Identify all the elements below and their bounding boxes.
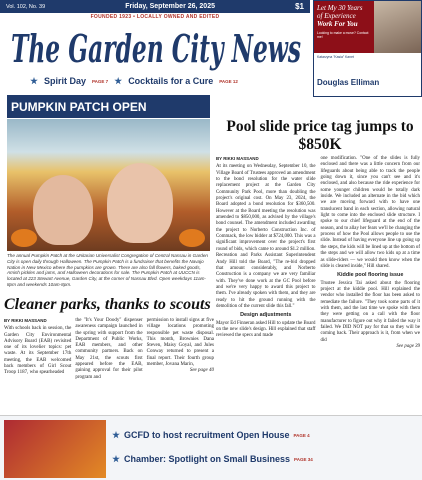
teaser-page: PAGE 34 (294, 456, 313, 462)
photo-feature-title: PUMPKIN PATCH OPEN (7, 95, 210, 118)
article-column (147, 318, 214, 381)
bottom-teasers (0, 415, 422, 480)
teaser-chamber[interactable] (112, 454, 313, 464)
teaser-page: PAGE 4 (293, 432, 310, 438)
fire-department-photo (4, 420, 106, 478)
pumpkin-patch-photo (7, 119, 210, 251)
promo-cocktails[interactable]: Cocktails for a Cure (128, 76, 214, 86)
masthead-title: The Garden City News (11, 26, 301, 71)
article-text: the "It's Your Doody" dispenser awareness campaign launched in the spring with support from the Department of Public Works, EAB members, and other community partners. Back on May 21st, the scouts first appeared before the EAB, gaining approval for their pilot program and (75, 318, 143, 380)
child-figure (33, 175, 93, 245)
pool-headline[interactable]: Pool slide price tag jumps to $850K (226, 118, 414, 153)
ad-headline-panel (314, 1, 374, 53)
continued-link[interactable]: See page 40 (189, 368, 214, 374)
promo-row (30, 74, 310, 88)
douglas-elliman-logo: Douglas Elliman (317, 78, 380, 87)
teaser-label: Chamber: Spotlight on Small Business (124, 454, 291, 464)
article-text: At its meeting on Wednesday, September 10, the Village Board of Trustees approved an amendment to the bond resolution for the water slide replacement project at the Garden City Community Park Pool, more than doubling the project's original cost. On May 23, 2024, the Board adopted a bond resolution for $360,500. However at the Board meeting the resolution was amended to $850,000, as advised by the village's bond counsel. The amendment included awarding the project to Norberto Construction Inc. of Commack, the low bidder at $724,000. This was a significant improvement over the project's first round of bids, which came to around $1.2 million. Recreation and Parks Assistant Superintendent Andy Hill told the Board, "The re-bid dropped that amount considerably, and Norberto Construction is a company we are very familiar with. They've done work at the GC Pool before and we're very happy to award this project to them. I've already spoken with them, and they are ready to hit the ground running with the demolition of the current slide this fall." (216, 164, 316, 309)
continued-link[interactable]: See page 39 (396, 343, 420, 349)
subhead: Design adjustments (240, 312, 292, 319)
byline: BY RIKKI MASSAND (216, 156, 259, 161)
article-text: Trustee Jessica Tai asked about the flooring project at the kiddie pool. Hill explained the vendor who installed the floor has been asked to remediate the failure. "They took some parts of it with them, and the last time we spoke with them they were getting on a call with the floor manufacturer to figure out why it failed the way it failed. We DID NOT pay for that so they will be coming back. Their approach is it, from when we did (320, 280, 420, 343)
ad-agent-name: Katarzyna "Kasia" Kanet (317, 55, 354, 59)
article-column (4, 318, 71, 381)
article-text: Mayor Ed Finneran asked Hill to update the Board on the new slide's design. Hill explained that staff reviewed the specs and made (216, 320, 316, 339)
founded-line: FOUNDED 1923 • LOCALLY OWNED AND EDITED (90, 14, 220, 20)
star-icon (114, 77, 122, 85)
article-text: With schools back in session, the Garden City Environmental Advisory Board (EAB) revisited one of its lovelier topics: pet waste. At its September 17th meeting, the EAB welcomed back members of Girl Scout Troop 1187, who spearheaded (4, 326, 72, 376)
star-icon (112, 431, 120, 439)
star-icon (112, 455, 120, 463)
article-text: one modification. "One of the slides is fully enclosed and there was a little concern from our lifeguards about being able to track the people going down it, since you can't see and it's enclosed, and also because the ride experience for some younger children would be totally dark inside. We included an alternate in the bid which we are moving forward with to have one translucent band in each section, allowing natural light to come into the enclosed slide structure. I spoke to our chief lifeguard at the end of the season, and to allay her fears we'll be changing the process of how the Pool allows people to use the slide. Instead of having everyone line up going up the steps, the kids will be lined up at the bottom of the steps and we will allow two kids up at a time as slide-riders — we would then know when the slide is cleared inside," Hill shared. (320, 156, 420, 269)
realtor-ad[interactable] (313, 0, 422, 97)
article-text: permission to install signs at five village locations promoting responsible pet waste disposal. This month, Brownies Dana Steven, Maisy Goyal, and Jules Conway returned to present a final report. Their fourth group member, Jovana Marin, (146, 318, 214, 368)
pool-article-body (216, 156, 420, 350)
subhead: Kiddie pool flooring issue (337, 272, 404, 279)
article-column (75, 318, 142, 381)
byline: BY RIKKI MASSAND (4, 318, 47, 323)
ad-headline-2: of Experience (317, 12, 356, 20)
article-column (216, 156, 316, 350)
teaser-label: GCFD to host recruitment Open House (124, 430, 290, 440)
price-label: $1 (295, 2, 304, 11)
photo-caption: The annual Pumpkin Patch at the Unitarian Universalist Congregation of Central Nassau in Garden City is open daily through Halloween. The Pumpkin Patch is a fundraiser that benefits the Navajo Nation in New Mexico where the pumpkins are grown. There are also fall flowers, baked goods, Amish pickles and jams, and Halloween decorations for sale. The Pumpkin Patch at UUCCN is located at 223 Stewart Avenue, Garden City, at the corner of Nassau Blvd. Open weekdays 11am-8pm and weekends 10am-8pm. (7, 253, 208, 287)
promo-spirit-day[interactable]: Spirit Day (44, 76, 87, 86)
article-column (321, 156, 421, 350)
teaser-gcfd[interactable] (112, 430, 310, 440)
pumpkin-shape (11, 229, 37, 247)
star-icon (30, 77, 38, 85)
child-figure (107, 163, 173, 243)
ad-headline-1: Let My 30 Years (317, 4, 363, 12)
scouts-headline[interactable]: Cleaner parks, thanks to scouts (4, 296, 211, 313)
issue-date: Friday, September 26, 2025 (125, 3, 215, 10)
scouts-article-body (4, 318, 214, 381)
promo-page: PAGE 7 (92, 78, 109, 84)
agent-photo (374, 1, 421, 53)
ad-tagline: Looking to make a move? Contact me! (317, 31, 369, 39)
pumpkin-shape (179, 229, 205, 247)
promo-page: PAGE 12 (219, 78, 238, 84)
masthead-logo (6, 20, 306, 78)
ad-headline-3: Work For You (317, 20, 358, 28)
top-bar (0, 0, 310, 13)
volume-label: Vol. 102, No. 39 (6, 3, 46, 10)
